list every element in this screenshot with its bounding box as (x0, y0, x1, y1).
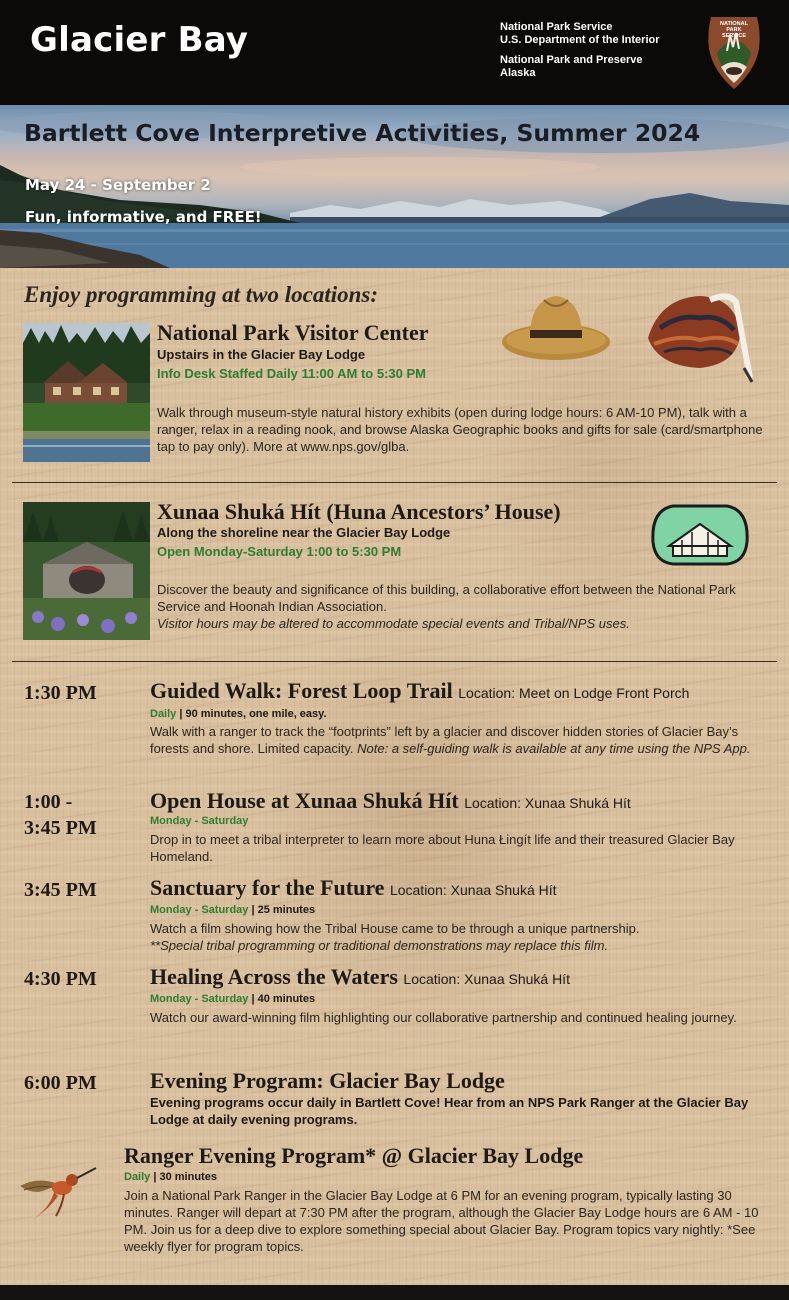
event-details: | 90 minutes, one mile, easy. (176, 708, 327, 720)
ranger-program-meta (124, 1171, 217, 1183)
event-location: Location: Xunaa Shuká Hít (464, 795, 631, 811)
location-title-tribal-house: Xunaa Shuká Hít (Huna Ancestors’ House) (157, 499, 561, 524)
event-time-end: 3:45 PM (24, 817, 97, 839)
event-time: 4:30 PM (24, 968, 97, 990)
event-note: Note: a self-guiding walk is available at any time using the NPS App. (357, 741, 751, 756)
unit-line-1: National Park and Preserve (500, 54, 643, 66)
event-details: | 25 minutes (248, 904, 316, 916)
event-days: Daily (150, 708, 177, 720)
section-divider (12, 482, 777, 483)
banner-title: Bartlett Cove Interpretive Activities, Summer 2024 (24, 119, 701, 147)
event-time: 6:00 PM (24, 1072, 97, 1094)
unit-line-2: Alaska (500, 67, 536, 79)
woven-hat-icon (640, 288, 758, 384)
intro-heading: Enjoy programming at two locations: (24, 282, 378, 307)
lodge-photo (23, 323, 150, 462)
location-description-tribal-house (157, 581, 757, 632)
event-description (150, 723, 760, 757)
event-description: Evening programs occur daily in Bartlett Cove! Hear from an NPS Park Ranger at the Glacier Bay Lodge at daily evening programs. (150, 1095, 749, 1127)
event-title (150, 678, 689, 704)
location-subtitle-tribal-house: Along the shoreline near the Glacier Bay Lodge (157, 525, 451, 540)
event-description (150, 920, 760, 954)
location-description-text: Discover the beauty and significance of this building, a collaborative effort between the National Park Service and Hoonah Indian Association. (157, 582, 736, 614)
event-title: Evening Program: Glacier Bay Lodge (150, 1068, 505, 1093)
event-description-text: Watch a film showing how the Tribal House came to be through a unique partnership. (150, 921, 640, 936)
park-name: Glacier Bay (30, 20, 249, 60)
agency-line-2: U.S. Department of the Interior (500, 34, 660, 46)
ranger-program-days: Daily (124, 1171, 151, 1183)
event-note: **Special tribal programming or traditional demonstrations may replace this film. (150, 938, 609, 953)
page-header (0, 0, 789, 105)
event-description: Drop in to meet a tribal interpreter to learn more about Huna Łingít life and their treasured Glacier Bay Homeland. (150, 832, 735, 864)
event-time-start: 1:00 - (24, 791, 73, 813)
event-title-text: Open House at Xunaa Shuká Hít (150, 788, 459, 813)
event-title-text: Sanctuary for the Future (150, 875, 385, 900)
tribal-house-photo (23, 502, 150, 640)
hummingbird-icon (18, 1158, 98, 1224)
event-meta (150, 904, 315, 916)
event-meta (150, 993, 315, 1005)
hero-banner (0, 105, 789, 268)
nps-arrowhead-logo-icon (703, 13, 765, 91)
event-title (150, 788, 631, 814)
event-location: Location: Xunaa Shuká Hít (389, 882, 557, 898)
svg-text:NATIONAL: NATIONAL (719, 21, 749, 27)
event-time (24, 789, 97, 841)
event-time: 1:30 PM (24, 682, 97, 704)
event-location: Location: Xunaa Shuká Hít (403, 971, 570, 987)
event-details: | 40 minutes (248, 993, 316, 1005)
location-subtitle-visitor-center: Upstairs in the Glacier Bay Lodge (157, 347, 366, 362)
footer-bar (0, 1285, 789, 1300)
event-title-text: Guided Walk: Forest Loop Trail (150, 678, 453, 703)
event-days: Monday - Saturday (150, 815, 249, 827)
event-title-text: Healing Across the Waters (150, 964, 398, 989)
location-note: Visitor hours may be altered to accommodate special events and Tribal/NPS uses. (157, 616, 630, 631)
tribal-house-logo-icon (647, 500, 753, 570)
event-title (150, 964, 570, 990)
event-time: 3:45 PM (24, 879, 97, 901)
section-divider (12, 661, 777, 662)
ranger-hat-icon (500, 290, 612, 368)
location-title-visitor-center: National Park Visitor Center (157, 320, 429, 345)
event-meta (150, 815, 248, 827)
event-description: Watch our award-winning film highlighting our collaborative partnership and continued healing journey. (150, 1010, 737, 1025)
event-days: Monday - Saturday (150, 993, 249, 1005)
event-location: Location: Meet on Lodge Front Porch (458, 685, 690, 701)
ranger-program-details: | 30 minutes (150, 1171, 217, 1183)
location-hours-visitor-center: Info Desk Staffed Daily 11:00 AM to 5:30 PM (157, 366, 426, 381)
location-hours-tribal-house: Open Monday-Saturday 1:00 to 5:30 PM (157, 544, 402, 559)
agency-line-1: National Park Service (500, 21, 613, 33)
svg-text:PARK: PARK (726, 27, 742, 33)
event-meta (150, 708, 327, 720)
event-description-text: Walk with a ranger to track the “footprints” left by a glacier and discover hidden stories of Glacier Bay’s forests and shore. Limited capacity. (150, 724, 739, 756)
season-dates: May 24 - September 2 (25, 176, 211, 194)
location-description-visitor-center: Walk through museum-style natural history exhibits (open during lodge hours: 6 AM-10 PM), talk with a ranger, relax in a reading nook, and browse Alaska Geographic books and gifts for sale (card/smartphone tap to pay only). More at www.nps.gov/glba. (157, 405, 763, 454)
agency-block (500, 21, 660, 80)
ranger-program-title: Ranger Evening Program* @ Glacier Bay Lodge (124, 1143, 584, 1168)
banner-tagline: Fun, informative, and FREE! (25, 208, 262, 226)
ranger-program-description: Join a National Park Ranger in the Glacier Bay Lodge at 6 PM for an evening program, typically lasting 30 minutes. Ranger will depart at 7:30 PM after the program, although the Glacier Bay Lodge hours are 6 AM - 10 PM. Join us for a deep dive to explore something special about Glacier Bay. Program topics vary nightly: *See weekly flyer for program topics. (124, 1188, 759, 1254)
event-title (150, 875, 557, 901)
svg-text:SERVICE: SERVICE (721, 33, 747, 39)
event-days: Monday - Saturday (150, 904, 249, 916)
